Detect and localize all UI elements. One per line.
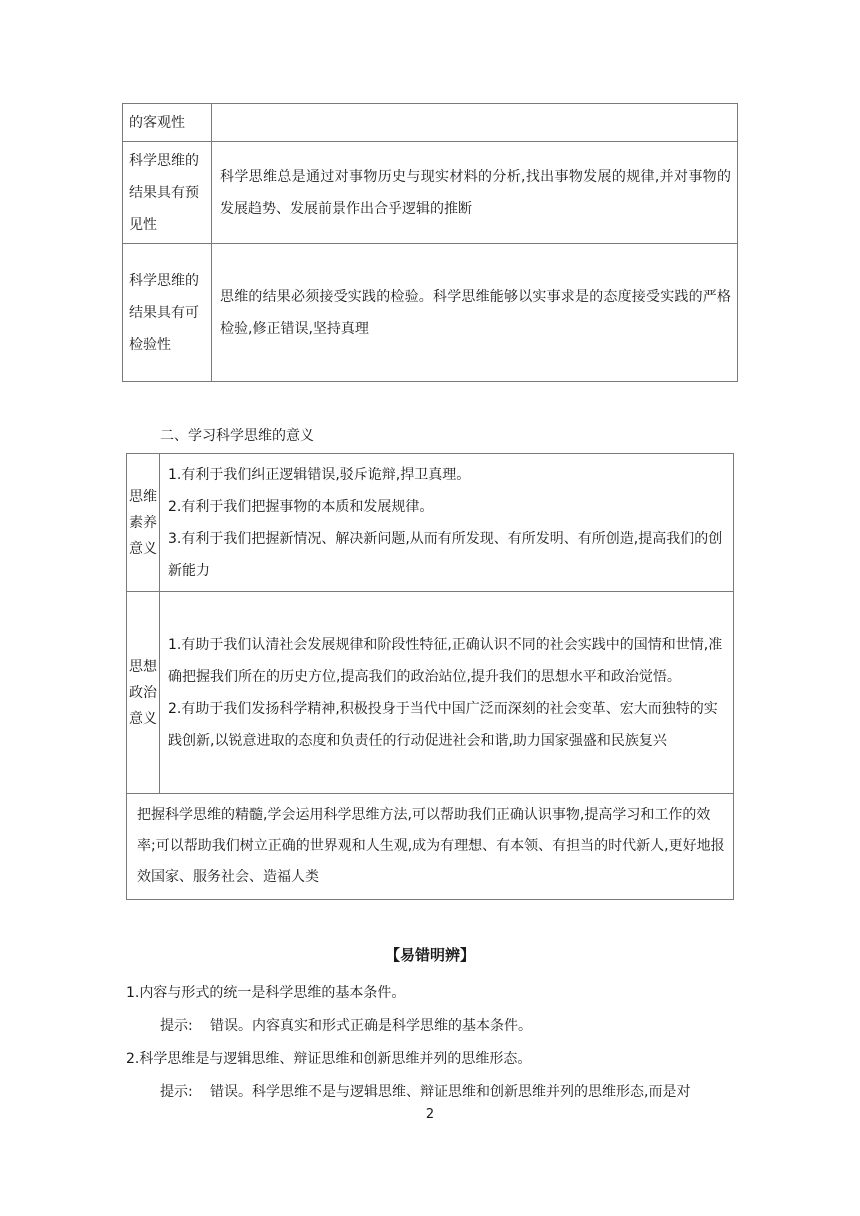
statement: 1.内容与形式的统一是科学思维的基本条件。 (126, 985, 406, 1001)
row-content (212, 104, 738, 142)
row-label: 思想政治意义 (127, 592, 160, 794)
row-label: 科学思维的结果具有预见性 (123, 142, 212, 244)
table-row (127, 592, 734, 794)
page-number: 2 (425, 1107, 435, 1122)
row-label: 的客观性 (123, 104, 212, 142)
hint (160, 1013, 740, 1039)
row-label: 科学思维的结果具有可检验性 (123, 244, 212, 382)
hint-text: 错误。内容真实和形式正确是科学思维的基本条件。 (210, 1018, 532, 1034)
row-content: 思维的结果必须接受实践的检验。科学思维能够以实事求是的态度接受实践的严格检验,修正错误,坚持真理 (212, 244, 738, 382)
hint-label: 提示: (160, 1084, 193, 1100)
list-item: 1.有利于我们纠正逻辑错误,驳斥诡辩,捍卫真理。 (168, 466, 471, 483)
table-row (123, 244, 738, 382)
characteristics-table (122, 103, 738, 382)
hint (160, 1079, 740, 1105)
error-heading: 【易错明辨】 (384, 946, 475, 964)
list-item: 2.有助于我们发扬科学精神,积极投身于当代中国广泛而深刻的社会变革、宏大而独特的实践创新,以锐意进取的态度和负责任的行动促进社会和谐,助力国家强盛和民族复兴 (168, 700, 718, 749)
table-row (123, 104, 738, 142)
list-item: 2.有利于我们把握事物的本质和发展规律。 (168, 498, 434, 515)
hint-label: 提示: (160, 1018, 193, 1034)
table-row (123, 142, 738, 244)
section-title: 二、学习科学思维的意义 (160, 428, 314, 444)
row-content (160, 592, 734, 794)
table-row (127, 794, 734, 900)
list-item: 1.有助于我们认清社会发展规律和阶段性特征,正确认识不同的社会实践中的国情和世情,准确把握我们所在的历史方位,提高我们的政治站位,提升我们的思想水平和政治觉悟。 (168, 636, 723, 685)
summary-cell: 把握科学思维的精髓,学会运用科学思维方法,可以帮助我们正确认识事物,提高学习和工作的效率;可以帮助我们树立正确的世界观和人生观,成为有理想、有本领、有担当的时代新人,更好地报效国家、服务社会、造福人类 (127, 794, 734, 900)
row-content (160, 454, 734, 592)
significance-table (126, 453, 734, 900)
row-content: 科学思维总是通过对事物历史与现实材料的分析,找出事物发展的规律,并对事物的发展趋势、发展前景作出合乎逻辑的推断 (212, 142, 738, 244)
hint-text: 错误。科学思维不是与逻辑思维、辩证思维和创新思维并列的思维形态,而是对 (210, 1084, 691, 1100)
row-label: 思维素养意义 (127, 454, 160, 592)
table-row (127, 454, 734, 592)
statement: 2.科学思维是与逻辑思维、辩证思维和创新思维并列的思维形态。 (126, 1051, 532, 1067)
list-item: 3.有利于我们把握新情况、解决新问题,从而有所发现、有所发明、有所创造,提高我们的创新能力 (168, 530, 723, 579)
